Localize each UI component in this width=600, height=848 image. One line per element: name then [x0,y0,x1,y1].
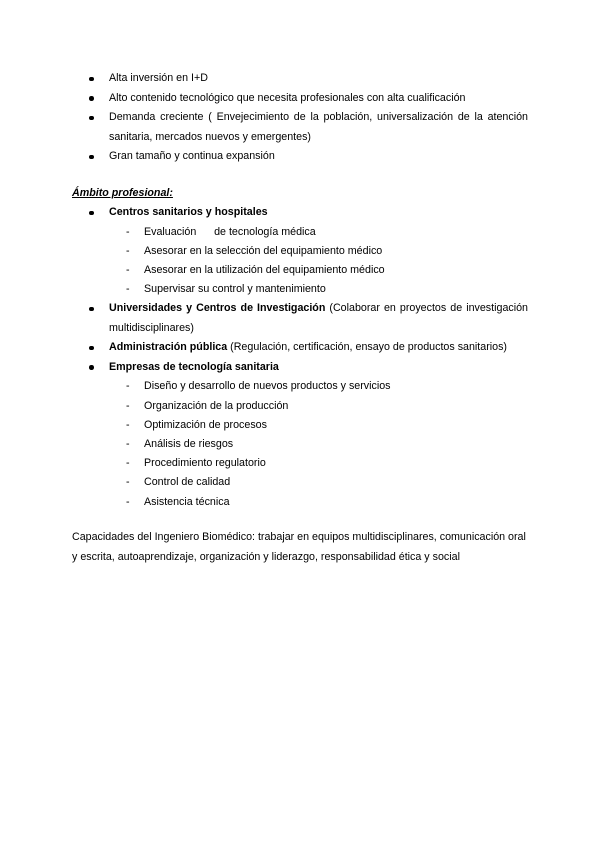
list-item [72,69,528,89]
dash-icon: - [126,283,130,296]
sub-item-text: Asesorar en la utilización del equipamiento médico [144,263,385,276]
scope-item-title: Universidades y Centros de Investigación [109,302,326,315]
dash-icon: - [126,495,130,508]
scope-item-text: (Colaborar en proyectos de investigación multidisciplinares) [109,302,528,334]
sub-item-text: Control de calidad [144,476,231,489]
list-item-text: Alto contenido tecnológico que necesita profesionales con alta cualificación [109,91,466,104]
list-item [72,147,528,167]
bullet-icon [89,307,94,312]
list-item-text: Gran tamaño y continua expansión [109,150,275,162]
section-title: Ámbito profesional: [72,187,173,199]
sub-item-text: Diseño y desarrollo de nuevos productos y servicios [144,380,391,393]
bullet-icon [89,346,94,351]
sub-item-text: Evaluación de tecnología médica [144,225,316,238]
bullet-icon [89,116,94,121]
scope-item-title: Administración pública [109,341,228,354]
closing-paragraph: Capacidades del Ingeniero Biomédico: trabajar en equipos multidisciplinares, comunicación oral y escrita, autoaprendizaje, organización y liderazgo, responsabilidad ética y social [72,531,526,563]
bullet-icon [89,155,94,160]
dash-icon: - [126,399,130,412]
professional-scope-list [72,203,528,512]
empresas-sub-list [72,377,528,511]
sub-item-text: Asistencia técnica [144,495,230,508]
sub-list-item [72,473,528,492]
sub-list-item [72,377,528,396]
dash-icon: - [126,476,130,489]
sub-item-text: Optimización de procesos [144,418,267,431]
sub-item-text: Asesorar en la selección del equipamiento médico [144,244,383,257]
scope-item-universidades [72,299,528,338]
dash-icon: - [126,418,130,431]
sub-list-item [72,397,528,416]
sub-list-item [72,416,528,435]
sub-list-item [72,493,528,512]
sub-list-item [72,280,528,299]
list-item-text: Alta inversión en I+D [109,72,208,84]
sub-list-item [72,454,528,473]
sub-list-item [72,261,528,280]
sub-list-item [72,242,528,261]
dash-icon: - [126,263,130,276]
dash-icon: - [126,380,130,393]
bullet-icon [89,96,94,101]
sub-item-text: Análisis de riesgos [144,437,234,450]
intro-bullet-list [72,69,528,167]
sub-item-text: Supervisar su control y mantenimiento [144,283,326,296]
centros-sub-list [72,223,528,300]
list-item [72,89,528,109]
dash-icon: - [126,244,130,257]
sub-item-text: Procedimiento regulatorio [144,457,266,470]
sub-list-item [72,435,528,454]
bullet-icon [89,77,94,82]
list-item [72,108,528,147]
list-item-text: Demanda creciente ( Envejecimiento de la población, universalización de la atención sanitaria, mercados nuevos y emergentes) [109,111,528,143]
dash-icon: - [126,225,130,238]
scope-item-title: Centros sanitarios y hospitales [109,206,268,218]
scope-item-empresas [72,358,528,378]
dash-icon: - [126,437,130,450]
scope-item-administracion [72,338,528,358]
scope-item-title: Empresas de tecnología sanitaria [109,360,279,373]
bullet-icon [89,211,94,216]
scope-item-centros [72,203,528,223]
bullet-icon [89,365,94,370]
sub-item-text: Organización de la producción [144,399,289,412]
sub-list-item [72,223,528,242]
scope-item-text: (Regulación, certificación, ensayo de productos sanitarios) [227,341,507,354]
dash-icon: - [126,457,130,470]
